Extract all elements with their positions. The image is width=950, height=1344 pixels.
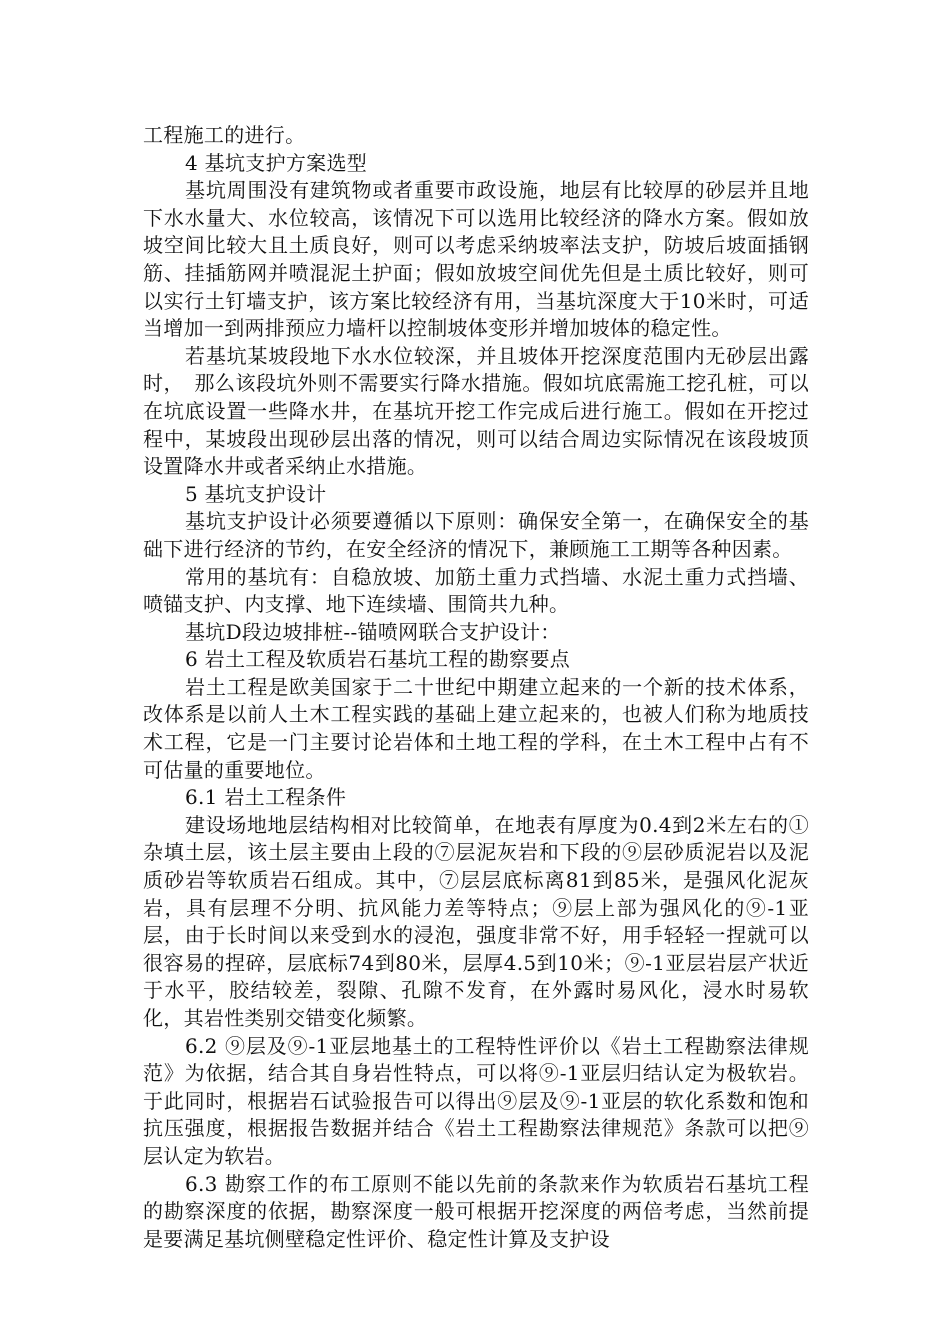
paragraph-section-d: 基坑D段边坡排桩--锚喷网联合支护设计： [185,619,561,644]
paragraph-geotech-intro: 岩土工程是欧美国家于二十世纪中期建立起来的一个新的技术体系，改体系是以前人土木工程实践的基础上建立起来的，也被人们称为地质技术工程，它是一门主要讨论岩体和土地工程的学科，在土木工程中占有不可估量的重要地位。 [143,674,809,782]
document-body [143,122,809,1253]
paragraph-support-scheme: 基坑周围没有建筑物或者重要市政设施，地层有比较厚的砂层并且地下水水量大、水位较高，该情况下可以选用比较经济的降水方案。假如放坡空间比较大且土质良好，则可以考虑采纳坡率法支护，防坡后坡面插钢筋、挂插筋网并喷混泥土护面；假如放坡空间优先但是土质比较好，则可以实行土钉墙支护，该方案比较经济有用，当基坑深度大于10米时，可适当增加一到两排预应力墙杆以控制坡体变形并增加坡体的稳定性。 [143,178,809,341]
section-heading-6-1: 6.1 岩土工程条件 [185,785,347,810]
paragraph-groundwater: 若基坑某坡段地下水水位较深，并且坡体开挖深度范围内无砂层出露时， 那么该段坑外则不需要实行降水措施。假如坑底需施工挖孔桩，可以在坑底设置一些降水井，在基坑开挖工作完成后进行施工。假如在开挖过程中，某坡段出现砂层出落的情况，则可以结合周边实际情况在该段坡顶设置降水井或者采纳止水措施。 [143,343,809,479]
section-heading-6: 6 岩土工程及软质岩石基坑工程的勘察要点 [185,647,571,672]
section-heading-4: 4 基坑支护方案选型 [185,150,368,175]
paragraph-6-2: 6.2 ⑨层及⑨-1亚层地基土的工程特性评价以《岩土工程勘察法律规范》为依据，结合其自身岩性特点，可以将⑨-1亚层归结认定为极软岩。于此同时，根据岩石试验报告可以得出⑨层及⑨-1亚层的软化系数和饱和抗压强度，根据报告数据并结合《岩土工程勘察法律规范》条款可以把⑨层认定为软岩。 [143,1033,809,1168]
paragraph-design-principles: 基坑支护设计必须要遵循以下原则：确保安全第一，在确保安全的基础下进行经济的节约，在安全经济的情况下，兼顾施工工期等各种因素。 [143,509,809,561]
paragraph-site-strata: 建设场地地层结构相对比较简单，在地表有厚度为0.4到2米左右的①杂填土层，该土层主要由上段的⑦层泥灰岩和下段的⑨层砂质泥岩以及泥质砂岩等软质岩石组成。其中，⑦层层底标离81到85米，是强风化泥灰岩，具有层理不分明、抗风能力差等特点；⑨层上部为强风化的⑨-1亚层，由于长时间以来受到水的浸泡，强度非常不好，用手轻轻一捏就可以很容易的捏碎，层底标74到80米，层厚4.5到10米；⑨-1亚层岩层产状近于水平，胶结较差，裂隙、孔隙不发育，在外露时易风化，浸水时易软化，其岩性类别交错变化频繁。 [143,812,809,1030]
paragraph-6-3: 6.3 勘察工作的布工原则不能以先前的条款来作为软质岩石基坑工程的勘察深度的依据，勘察深度一般可根据开挖深度的两倍考虑，当然前提是要满足基坑侧壁稳定性评价、稳定性计算及支护设 [143,1171,809,1251]
section-heading-5: 5 基坑支护设计 [185,481,327,506]
paragraph-common-types: 常用的基坑有：自稳放坡、加筋土重力式挡墙、水泥土重力式挡墙、喷锚支护、内支撑、地下连续墙、围筒共九种。 [143,564,809,617]
paragraph-continuation: 工程施工的进行。 [143,123,306,147]
